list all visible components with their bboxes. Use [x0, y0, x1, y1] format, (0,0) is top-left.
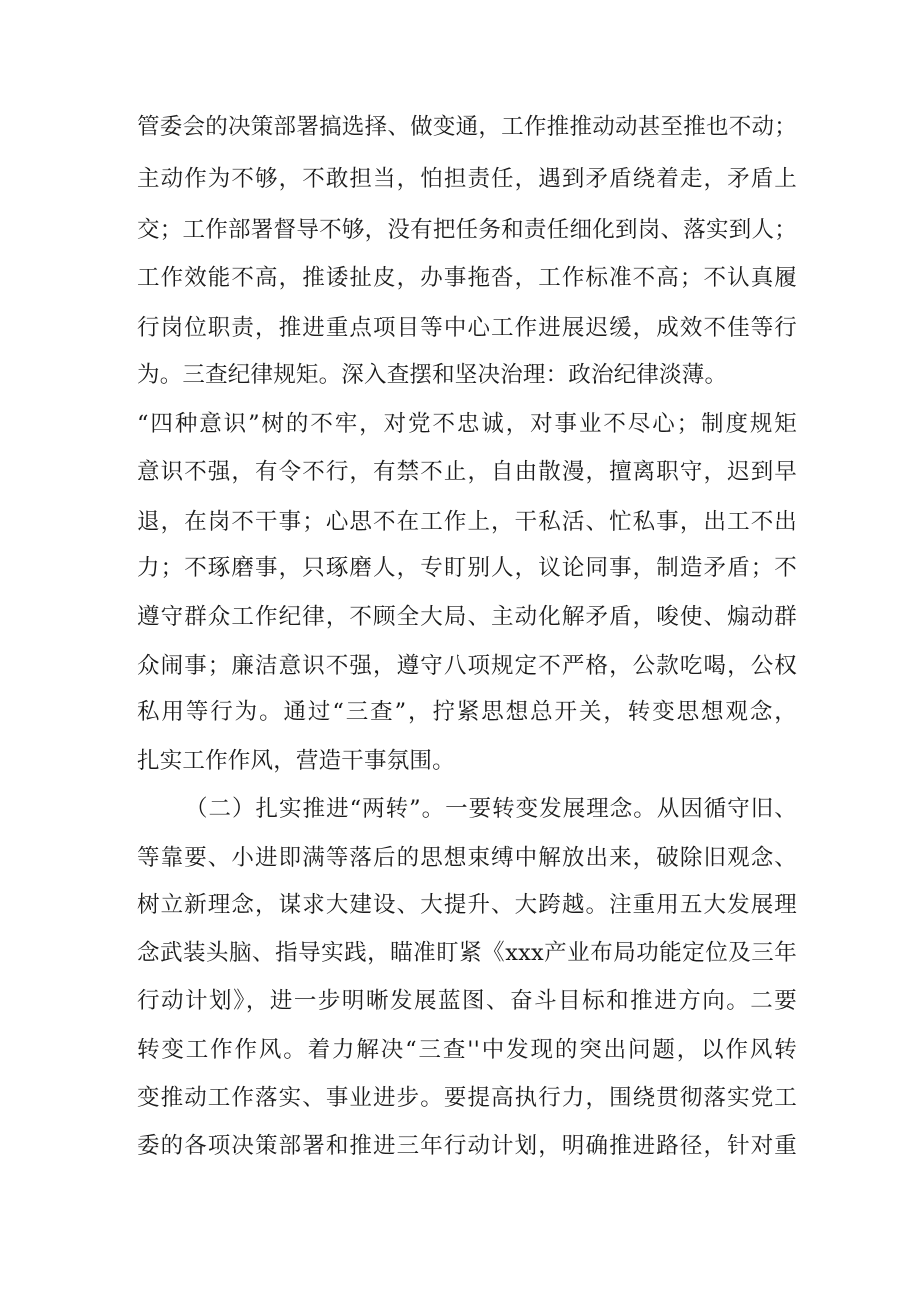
section-heading-line: （二）扎实推进“两转”。一要转变发展理念。从因循守旧、	[185, 796, 797, 822]
text-line: 交；工作部署督导不够，没有把任务和责任细化到岗、落实到人；	[137, 217, 797, 243]
text-line: 众闹事；廉洁意识不强，遵守八项规定不严格，公款吃喝，公权	[137, 653, 797, 679]
text-line: 念武装头脑、指导实践，瞄准盯紧《xxx产业布局功能定位及三年	[137, 940, 797, 966]
text-line: 为。三查纪律规矩。深入查摆和坚决治理：政治纪律淡薄。	[137, 362, 728, 388]
text-line: 主动作为不够，不敢担当，怕担责任，遇到矛盾绕着走，矛盾上	[137, 166, 797, 192]
text-line: 扎实工作作风，营造干事氛围。	[137, 748, 455, 774]
text-line: 树立新理念，谋求大建设、大提升、大跨越。注重用五大发展理	[137, 892, 797, 918]
text-line: 管委会的决策部署搞选择、做变通，工作推推动动甚至推也不动；	[137, 114, 797, 140]
text-line: 私用等行为。通过“三查”，拧紧思想总开关，转变思想观念，	[137, 699, 797, 725]
text-line: 行岗位职责，推进重点项目等中心工作进展迟缓，成效不佳等行	[137, 315, 797, 341]
text-line: “四种意识”树的不牢，对党不忠诚，对事业不尽心；制度规矩	[137, 411, 797, 437]
text-line: 行动计划》，进一步明晰发展蓝图、奋斗目标和推进方向。二要	[137, 988, 797, 1014]
text-line: 委的各项决策部署和推进三年行动计划，明确推进路径，针对重	[137, 1133, 797, 1159]
text-line: 力；不琢磨事，只琢磨人，专盯别人，议论同事，制造矛盾；不	[137, 555, 797, 581]
text-line: 变推动工作落实、事业进步。要提高执行力，围绕贯彻落实党工	[137, 1085, 797, 1111]
text-line: 工作效能不高，推诿扯皮，办事拖沓，工作标准不高；不认真履	[137, 265, 797, 291]
text-line: 意识不强，有令不行，有禁不止，自由散漫，擅离职守，迟到早	[137, 459, 797, 485]
text-line: 退，在岗不干事；心思不在工作上，干私活、忙私事，出工不出	[137, 509, 797, 535]
text-line: 转变工作作风。着力解决“三查''中发现的突出问题，以作风转	[137, 1037, 797, 1063]
text-line: 遵守群众工作纪律，不顾全大局、主动化解矛盾，唆使、煽动群	[137, 604, 797, 630]
text-line: 等靠要、小进即满等落后的思想束缚中解放出来，破除旧观念、	[137, 845, 797, 871]
